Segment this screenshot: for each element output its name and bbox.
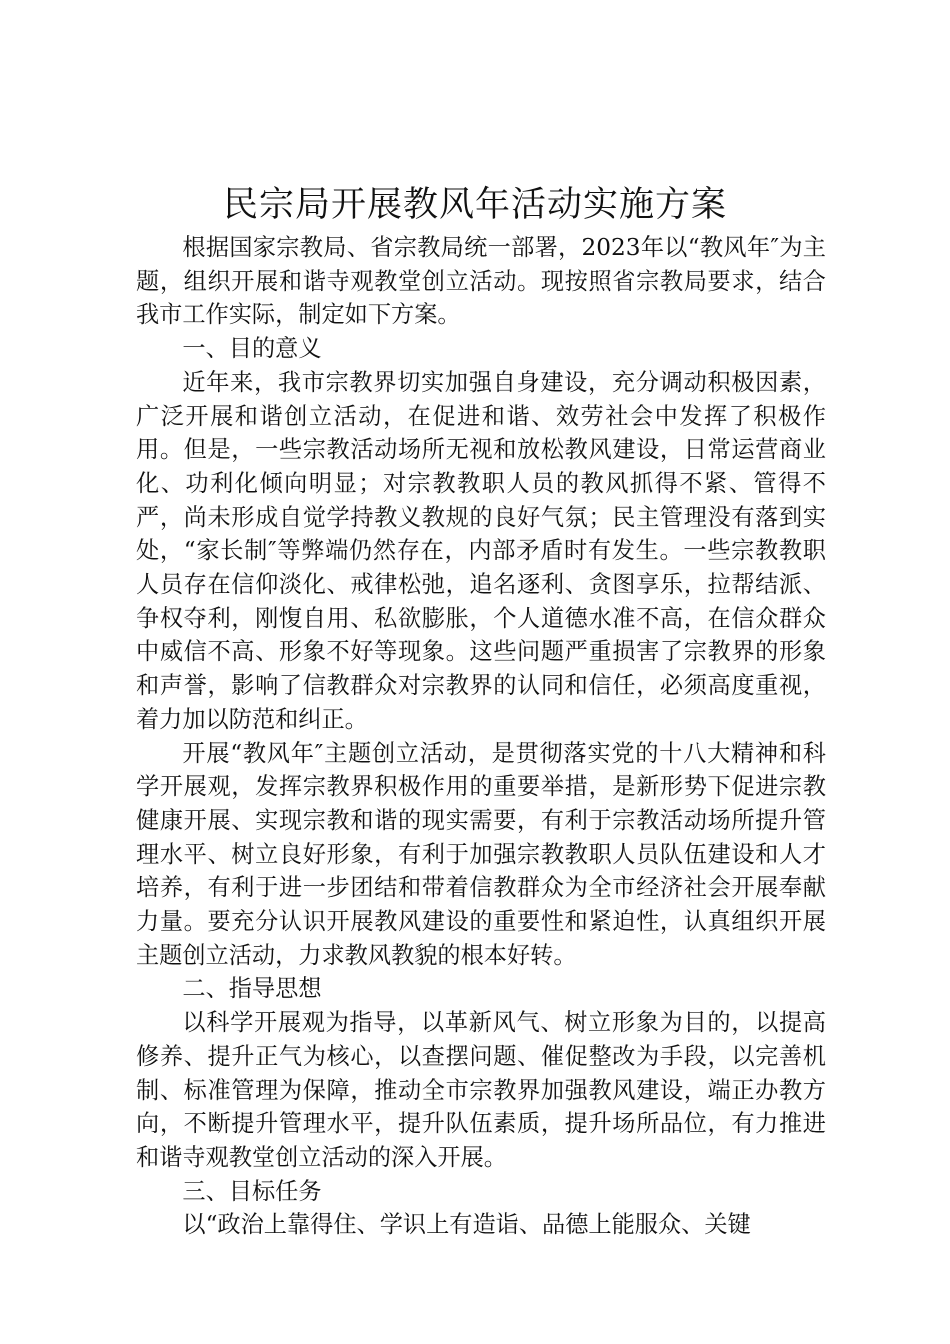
intro-paragraph: 根据国家宗教局、省宗教局统一部署，2023年以“教风年″为主题，组织开展和谐寺观教堂创立活动。现按照省宗教局要求，结合我市工作实际，制定如下方案。 [136,234,826,329]
purpose-paragraph-2: 开展“教风年″主题创立活动，是贯彻落实党的十八大精神和科学开展观，发挥宗教界积极作用的重要举措，是新形势下促进宗教健康开展、实现宗教和谐的现实需要，有利于宗教活动场所提升管理水平、树立良好形象，有利于加强宗教教职人员队伍建设和人才培养，有利于进一步团结和带着信教群众为全市经济社会开展奉献力量。要充分认识开展教风建设的重要性和紧迫性，认真组织开展主题创立活动，力求教风教貌的根本好转。 [136,739,826,969]
section-heading-purpose: 一、目的意义 [182,335,322,363]
section-heading-guiding-thought: 二、指导思想 [182,975,322,1003]
document-title: 民宗局开展教风年活动实施方案 [222,185,727,225]
purpose-paragraph-1: 近年来，我市宗教界切实加强自身建设，充分调动积极因素，广泛开展和谐创立活动，在促进和谐、效劳社会中发挥了积极作用。但是，一些宗教活动场所无视和放松教风建设，日常运营商业化、功利化倾向明显；对宗教教职人员的教风抓得不紧、管得不严，尚未形成自觉学持教义教规的良好气氛；民主管理没有落到实处，“家长制″等弊端仍然存在，内部矛盾时有发生。一些宗教教职人员存在信仰淡化、戒律松弛，追名逐利、贪图享乐，拉帮结派、争权夺利，刚愎自用、私欲膨胀，个人道德水准不高，在信众群众中威信不高、形象不好等现象。这些问题严重损害了宗教界的形象和声誉，影响了信教群众对宗教界的认同和信任，必须高度重视，着力加以防范和纠正。 [136,368,826,733]
document-body [136,231,826,1242]
goals-paragraph: 以“政治上靠得住、学识上有造诣、品德上能服众、关键 [182,1211,751,1239]
section-heading-goals: 三、目标任务 [182,1177,322,1205]
guiding-thought-paragraph: 以科学开展观为指导，以革新风气、树立形象为目的，以提高修养、提升正气为核心，以查摆问题、催促整改为手段，以完善机制、标准管理为保障，推动全市宗教界加强教风建设，端正办教方向，不断提升管理水平，提升队伍素质，提升场所品位，有力推进和谐寺观教堂创立活动的深入开展。 [136,1009,826,1171]
